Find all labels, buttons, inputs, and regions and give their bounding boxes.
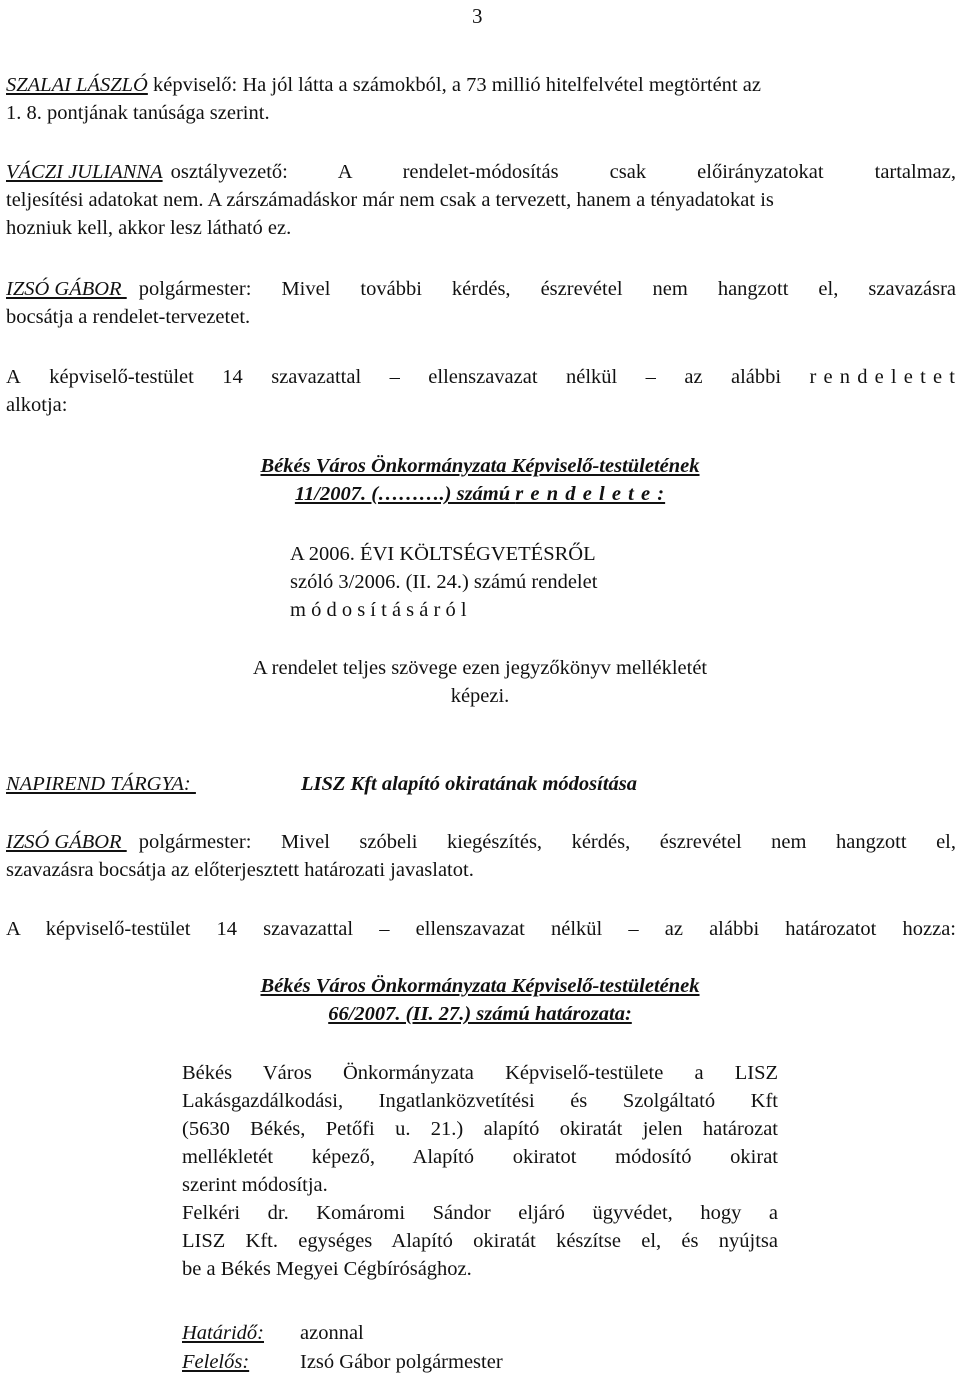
speaker-name: VÁCZI JULIANNA (6, 161, 163, 183)
paragraph-text: polgármester: Mivel szóbeli kiegészítés, kérdés, észrevétel nem hangzott el, (138, 831, 956, 853)
decision-line: be a Békés Megyei Cégbírósághoz. (182, 1258, 472, 1280)
title-line: A 2006. ÉVI KÖLTSÉGVETÉSRŐL (290, 543, 596, 565)
header-line: Békés Város Önkormányzata Képviselő-testületének (260, 455, 700, 477)
decision-body (182, 1059, 778, 1283)
header-line: Békés Város Önkormányzata Képviselő-testületének (260, 975, 700, 997)
paragraph-text: osztályvezető: A rendelet-módosítás csak előirányzatokat tartalmaz, (170, 161, 956, 183)
agenda-label: NAPIREND TÁRGYA: (6, 773, 196, 795)
decision-line: LISZ Kft. egységes Alapító okiratát készítse el, és nyújtsa (182, 1230, 778, 1252)
note-line: képezi. (450, 685, 510, 707)
decision-line: (5630 Békés, Petőfi u. 21.) alapító okiratát jelen határozat (182, 1118, 778, 1140)
word: az (684, 366, 703, 388)
paragraph-izso-2 (6, 828, 956, 884)
deadline-label: Határidő: (182, 1322, 264, 1344)
word: A (6, 366, 21, 388)
decision-line: Békés Város Önkormányzata Képviselő-testülete a LISZ (182, 1062, 778, 1084)
word: ellenszavazat (428, 366, 538, 388)
note-line: A rendelet teljes szövege ezen jegyzőkönyv mellékletét (252, 657, 708, 679)
title-line: m ó d o s í t á s á r ó l (290, 599, 467, 621)
rendelet-note (0, 654, 960, 710)
deadline-row (182, 1319, 364, 1347)
page-number: 3 (472, 4, 483, 28)
rendelet-title (290, 540, 597, 624)
paragraph-szalai (6, 71, 956, 127)
paragraph-text: képviselő: Ha jól látta a számokból, a 73 millió hitelfelvétel megtörtént az (147, 74, 761, 96)
paragraph-vaczi (6, 158, 956, 242)
word: képviselő-testület (49, 366, 194, 388)
paragraph-text: 1. 8. pontjának tanúsága szerint. (6, 102, 270, 124)
speaker-name: SZALAI LÁSZLÓ (6, 74, 148, 96)
word: alábbi (731, 366, 782, 388)
word-spaced: r e n d e l e t e t (809, 366, 956, 388)
decision-line: Lakásgazdálkodási, Ingatlanközvetítési és Szolgáltató Kft (182, 1090, 778, 1112)
speaker-name: IZSÓ GÁBOR (6, 278, 127, 300)
agenda-item (6, 770, 956, 798)
speaker-name: IZSÓ GÁBOR (6, 831, 127, 853)
paragraph-text: teljesítési adatokat nem. A zárszámadáskor már nem csak a tervezett, hanem a tényadatokat is (6, 189, 774, 211)
decision-line: szerint módosítja. (182, 1174, 328, 1196)
title-line: szóló 3/2006. (II. 24.) számú rendelet (290, 571, 598, 593)
paragraph-vote-rendelet (6, 363, 956, 419)
header-number: 11/2007. (……….) számú (294, 483, 516, 505)
paragraph-text: bocsátja a rendelet-tervezetet. (6, 306, 251, 328)
deadline-value: azonnal (300, 1322, 364, 1344)
rendelet-header (0, 452, 960, 508)
paragraph-text: szavazásra bocsátja az előterjesztett határozati javaslatot. (6, 859, 474, 881)
word: 14 (222, 366, 243, 388)
responsible-row (182, 1348, 503, 1376)
paragraph-izso-1 (6, 275, 956, 331)
paragraph-vote-hatarozat (6, 915, 956, 943)
paragraph-text: A képviselő-testület 14 szavazattal – ellenszavazat nélkül – az alábbi határozatot hozza: (6, 918, 956, 940)
header-spaced: r e n d e l e t e : (515, 483, 666, 505)
responsible-label: Felelős: (182, 1351, 250, 1373)
header-line: 66/2007. (II. 27.) számú határozata: (328, 1003, 632, 1025)
word: szavazattal (271, 366, 362, 388)
decision-line: Felkéri dr. Komáromi Sándor eljáró ügyvédet, hogy a (182, 1202, 778, 1224)
hatarozat-header (0, 972, 960, 1028)
word: – (645, 366, 656, 388)
decision-line: mellékletét képező, Alapító okiratot módosító okirat (182, 1146, 778, 1168)
word: – (389, 366, 400, 388)
paragraph-text: alkotja: (6, 394, 68, 416)
header-line (0, 480, 960, 508)
paragraph-text: polgármester: Mivel további kérdés, észrevétel nem hangzott el, szavazásra (138, 278, 956, 300)
word: nélkül (565, 366, 618, 388)
agenda-subject: LISZ Kft alapító okiratának módosítása (301, 773, 638, 795)
paragraph-text: hozniuk kell, akkor lesz látható ez. (6, 217, 292, 239)
responsible-value: Izsó Gábor polgármester (300, 1351, 503, 1373)
